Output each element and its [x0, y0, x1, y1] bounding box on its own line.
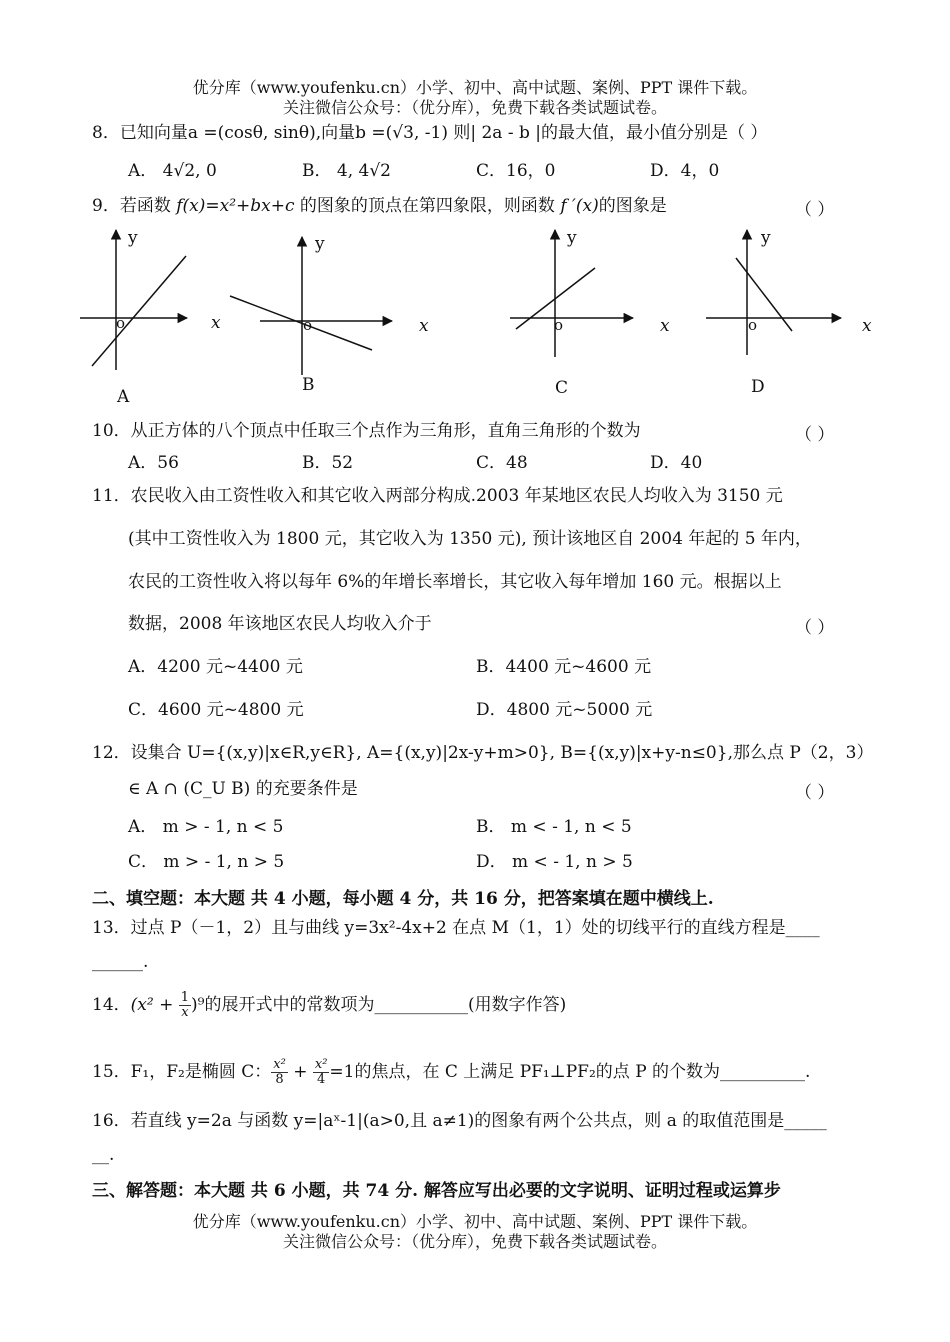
q12-line-1: 12．设集合 U={(x,y)|x∈R,y∈R}, A={(x,y)|2x-y+m>0}, B={(x,y)|x+y-n≤0},那么点 P（2，3） — [92, 743, 874, 763]
q13-line-2: ______. — [92, 952, 149, 972]
q10-paren: （ ） — [795, 425, 835, 445]
graph-d-x-label: x — [862, 316, 872, 336]
q11-option-c: C．4600 元~4800 元 — [128, 700, 304, 720]
q10-option-a: A．56 — [128, 453, 179, 473]
graph-b-line — [230, 296, 372, 350]
q8-option-b: B． 4, 4√2 — [302, 161, 391, 181]
q9-graphs — [70, 225, 890, 415]
q8-option-c: C．16，0 — [476, 161, 556, 181]
q10-stem: 10．从正方体的八个顶点中任取三个点作为三角形，直角三角形的个数为 — [92, 421, 641, 441]
footer-line-2: 关注微信公众号：（优分库），免费下载各类试题试卷。 — [282, 1232, 667, 1251]
graph-b-caption: B — [302, 375, 315, 395]
q8-option-d: D．4，0 — [650, 161, 720, 181]
graph-b-x-label: x — [419, 316, 429, 336]
q14-fraction: $\frac{1}{x}$ — [180, 990, 190, 1020]
graph-a-caption: A — [117, 387, 130, 407]
q11-line-4: 数据，2008 年该地区农民人均收入介于 — [128, 614, 432, 634]
graph-b-origin: o — [303, 316, 313, 334]
q12-line-2: ∈ A ∩ (C_U B) 的充要条件是 — [128, 779, 358, 799]
q15-fraction-2: $\frac{\text{x²}}{4}$ — [314, 1057, 328, 1087]
graph-c-caption: C — [555, 378, 569, 398]
q11-option-d: D．4800 元~5000 元 — [476, 700, 653, 720]
header-line-1: 优分库（www.youfenku.cn）小学、初中、高中试题、案例、PPT 课件下载。 — [192, 78, 758, 97]
q16-line-1: 16．若直线 y=2a 与函数 y=|aˣ-1|(a>0,且 a≠1)的图象有两个公共点，则 a 的取值范围是_____ — [92, 1111, 827, 1131]
graph-c-x-label: x — [660, 316, 670, 336]
q9-stem: 9．若函数 f(x)=x²+bx+c 的图象的顶点在第四象限，则函数 f ′(x)的图象是 — [92, 196, 667, 216]
graph-c — [510, 230, 633, 357]
graph-b — [230, 237, 392, 375]
q11-line-3: 农民的工资性收入将以每年 6%的年增长率增长，其它收入每年增加 160 元。根据以上 — [128, 572, 782, 592]
q12-option-d: D． m < - 1, n > 5 — [476, 852, 633, 872]
q10-option-d: D．40 — [650, 453, 703, 473]
q15-fraction-1: $\frac{\text{x²}}{8}$ — [273, 1057, 286, 1087]
q11-paren: （ ） — [795, 618, 835, 638]
q16-line-2: __. — [92, 1145, 115, 1165]
q15-stem: 15．F₁，F₂是椭圆 C： $\frac{\text{x²}}{8}$ + $\frac{\text{x²}}{4}$ =1的焦点，在 C 上满足 PF₁⊥PF₂的点 P 的个数为__________. — [92, 1057, 811, 1087]
q12-option-c: C． m > - 1, n > 5 — [128, 852, 285, 872]
graph-d — [706, 230, 841, 355]
graph-d-origin: o — [748, 316, 758, 334]
q14-stem: 14．(x² + $\frac{1}{x}$ )⁹的展开式中的常数项为___________(用数字作答) — [92, 990, 567, 1020]
q10-option-b: B．52 — [302, 453, 354, 473]
q8-option-a: A． 4√2, 0 — [128, 161, 217, 181]
footer-line-1: 优分库（www.youfenku.cn）小学、初中、高中试题、案例、PPT 课件下载。 — [192, 1212, 758, 1231]
q11-line-2: (其中工资性收入为 1800 元，其它收入为 1350 元), 预计该地区自 2004 年起的 5 年内， — [128, 529, 812, 549]
graph-c-origin: o — [554, 316, 564, 334]
q10-option-c: C．48 — [476, 453, 528, 473]
graph-a-line — [92, 256, 186, 366]
q11-option-a: A．4200 元~4400 元 — [128, 657, 303, 677]
graph-b-y-label: y — [315, 234, 325, 254]
graph-d-y-label: y — [761, 228, 771, 248]
section-3-heading: 三、解答题：本大题 共 6 小题，共 74 分. 解答应写出必要的文字说明、证明过程或运算步 — [92, 1181, 781, 1201]
header-line-2: 关注微信公众号：（优分库），免费下载各类试题试卷。 — [282, 98, 667, 117]
q8-stem: 8．已知向量a =(cosθ, sinθ),向量b =(√3, -1) 则| 2a - b |的最大值，最小值分别是（ ） — [92, 123, 768, 143]
q12-option-b: B． m < - 1, n < 5 — [476, 817, 632, 837]
q12-option-a: A． m > - 1, n < 5 — [128, 817, 284, 837]
graph-c-y-label: y — [567, 228, 577, 248]
graph-a-x-label: x — [211, 313, 221, 333]
graph-d-line — [736, 258, 792, 331]
q11-option-b: B．4400 元~4600 元 — [476, 657, 652, 677]
q13-line-1: 13．过点 P（－1，2）且与曲线 y=3x²-4x+2 在点 M（1，1）处的切线平行的直线方程是____ — [92, 918, 820, 938]
q9-paren: （ ） — [795, 200, 835, 220]
graph-a-origin: o — [116, 314, 126, 332]
graph-a-y-label: y — [128, 228, 138, 248]
section-2-heading: 二、填空题：本大题 共 4 小题，每小题 4 分，共 16 分，把答案填在题中横线上. — [92, 889, 714, 909]
graph-d-caption: D — [751, 377, 765, 397]
q11-line-1: 11．农民收入由工资性收入和其它收入两部分构成.2003 年某地区农民人均收入为 3150 元 — [92, 486, 783, 506]
q12-paren: （ ） — [795, 783, 835, 803]
graph-a — [80, 230, 187, 370]
